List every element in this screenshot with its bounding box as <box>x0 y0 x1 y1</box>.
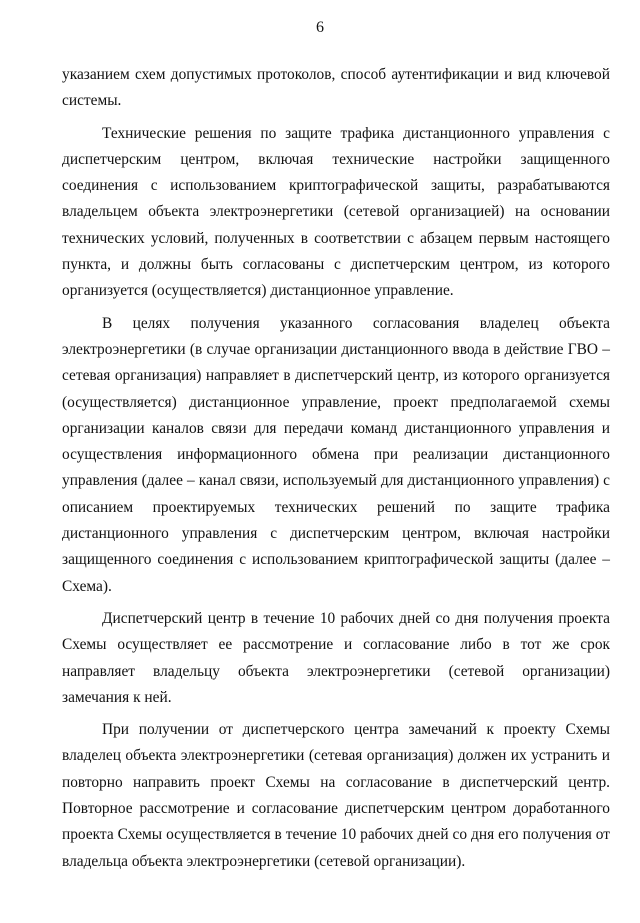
paragraph-approval-procedure: В целях получения указанного согласования владелец объекта электроэнергетики (в случае организации дистанционного ввода в действие ГВО – сетевая организация) направляет в диспетчерский центр, из которого организуется (осуществляется) дистанционное управление, проект предполагаемой схемы организации каналов связи для передачи команд дистанционного управления и осуществления информационного обмена при реализации дистанционного управления (далее – канал связи, используемый для дистанционного управления) с описанием проектируемых технических решений по защите трафика дистанционного управления с диспетчерским центром, включая настройки защищенного соединения с использованием криптографической защиты (далее – Схема). <box>62 314 610 595</box>
page-number: 6 <box>316 19 324 36</box>
paragraph-remarks-handling: При получении от диспетчерского центра замечаний к проекту Схемы владелец объекта электроэнергетики (сетевая организация) должен их устранить и повторно направить проект Схемы на согласование в диспетчерский центр. Повторное рассмотрение и согласование диспетчерским центром доработанного проекта Схемы осуществляется в течение 10 рабочих дней со дня его получения от владельца объекта электроэнергетики (сетевой организации). <box>62 721 610 870</box>
paragraph-technical-solutions: Технические решения по защите трафика дистанционного управления с диспетчерским центром, включая технические настройки защищенного соединения с использованием криптографической защиты, разрабатываются владельцем объекта электроэнергетики (сетевой организацией) на основании технических условий, полученных в соответствии с абзацем первым настоящего пункта, и должны быть согласованы с диспетчерским центром, из которого организуется (осуществляется) дистанционное управление. <box>62 124 610 300</box>
paragraph-review-period: Диспетчерский центр в течение 10 рабочих дней со дня получения проекта Схемы осуществляет ее рассмотрение и согласование либо в тот же срок направляет владельцу объекта электроэнергетики (сетевой организации) замечания к ней. <box>62 609 610 706</box>
document-body <box>62 62 610 875</box>
paragraph-continuation: указанием схем допустимых протоколов, способ аутентификации и вид ключевой системы. <box>62 66 610 110</box>
